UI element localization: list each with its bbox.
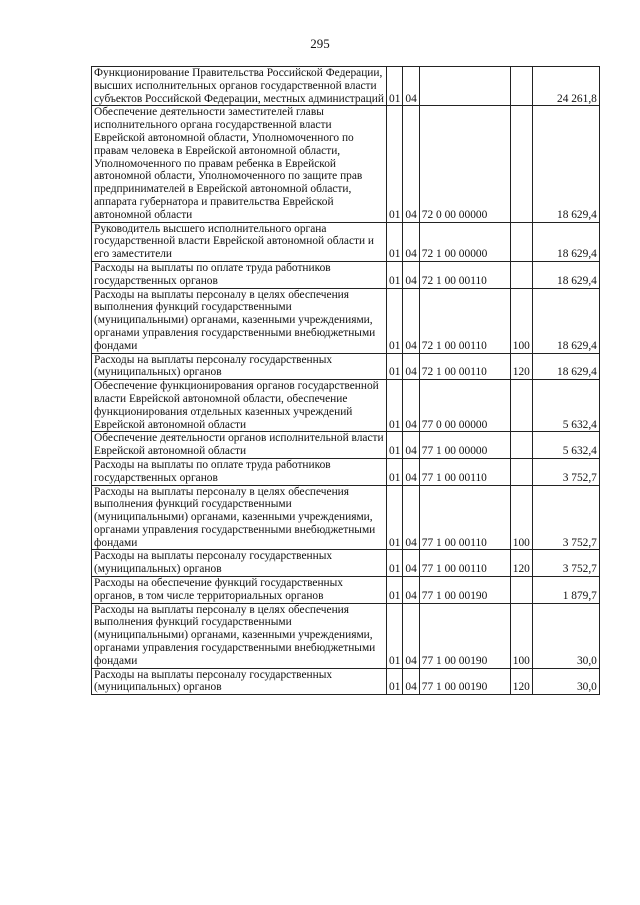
target-article-code: 72 1 00 00000	[419, 222, 510, 261]
subsection-code: 04	[403, 288, 419, 353]
table-row	[92, 577, 600, 604]
amount: 18 629,4	[532, 106, 599, 222]
target-article-code: 77 0 00 00000	[419, 380, 510, 432]
table-row	[92, 288, 600, 353]
expense-type-code	[510, 106, 532, 222]
expense-type-code: 120	[510, 668, 532, 695]
row-description: Обеспечение деятельности заместителей главы исполнительного органа государственной власти Еврейской автономной области, Уполномоченного по правам человека в Еврейской автономной области, Уполномоченного по правам ребенка в Еврейской автономной области, Уполномоченного по защите прав предпринимателей в Еврейской автономной области, аппарата губернатора и правительства Еврейской автономной области	[92, 106, 387, 222]
table-row	[92, 353, 600, 380]
section-code: 01	[387, 603, 403, 668]
subsection-code: 04	[403, 380, 419, 432]
table-row	[92, 458, 600, 485]
section-code: 01	[387, 222, 403, 261]
subsection-code: 04	[403, 353, 419, 380]
amount: 18 629,4	[532, 261, 599, 288]
target-article-code: 77 1 00 00190	[419, 603, 510, 668]
amount: 30,0	[532, 668, 599, 695]
row-description: Обеспечение деятельности органов исполнительной власти Еврейской автономной области	[92, 432, 387, 459]
table-row	[92, 222, 600, 261]
amount: 3 752,7	[532, 550, 599, 577]
section-code: 01	[387, 485, 403, 550]
subsection-code: 04	[403, 668, 419, 695]
section-code: 01	[387, 261, 403, 288]
target-article-code	[419, 67, 510, 106]
subsection-code: 04	[403, 222, 419, 261]
amount: 5 632,4	[532, 432, 599, 459]
expense-type-code: 100	[510, 485, 532, 550]
row-description: Расходы на выплаты по оплате труда работников государственных органов	[92, 261, 387, 288]
table-row	[92, 668, 600, 695]
table-row	[92, 485, 600, 550]
amount: 18 629,4	[532, 353, 599, 380]
target-article-code: 72 1 00 00110	[419, 353, 510, 380]
target-article-code: 72 1 00 00110	[419, 261, 510, 288]
expense-type-code	[510, 261, 532, 288]
section-code: 01	[387, 380, 403, 432]
subsection-code: 04	[403, 458, 419, 485]
table-row	[92, 380, 600, 432]
table-row	[92, 67, 600, 106]
row-description: Расходы на выплаты персоналу государственных (муниципальных) органов	[92, 353, 387, 380]
expense-type-code	[510, 458, 532, 485]
subsection-code: 04	[403, 577, 419, 604]
row-description: Расходы на выплаты персоналу в целях обеспечения выполнения функций государственными (муниципальными) органами, казенными учреждениями, органами управления государственными внебюджетными фондами	[92, 288, 387, 353]
amount: 18 629,4	[532, 288, 599, 353]
section-code: 01	[387, 106, 403, 222]
section-code: 01	[387, 432, 403, 459]
amount: 1 879,7	[532, 577, 599, 604]
section-code: 01	[387, 353, 403, 380]
target-article-code: 77 1 00 00000	[419, 432, 510, 459]
row-description: Расходы на выплаты персоналу в целях обеспечения выполнения функций государственными (муниципальными) органами, казенными учреждениями, органами управления государственными внебюджетными фондами	[92, 485, 387, 550]
expense-type-code: 100	[510, 288, 532, 353]
section-code: 01	[387, 458, 403, 485]
table-row	[92, 106, 600, 222]
section-code: 01	[387, 288, 403, 353]
table-row	[92, 550, 600, 577]
section-code: 01	[387, 577, 403, 604]
row-description: Расходы на обеспечение функций государственных органов, в том числе территориальных органов	[92, 577, 387, 604]
expense-type-code	[510, 577, 532, 604]
amount: 3 752,7	[532, 485, 599, 550]
amount: 5 632,4	[532, 380, 599, 432]
section-code: 01	[387, 550, 403, 577]
target-article-code: 77 1 00 00190	[419, 577, 510, 604]
row-description: Расходы на выплаты персоналу в целях обеспечения выполнения функций государственными (муниципальными) органами, казенными учреждениями, органами управления государственными внебюджетными фондами	[92, 603, 387, 668]
amount: 3 752,7	[532, 458, 599, 485]
target-article-code: 72 1 00 00110	[419, 288, 510, 353]
page-number: 295	[310, 36, 330, 51]
amount: 30,0	[532, 603, 599, 668]
expense-type-code: 120	[510, 353, 532, 380]
budget-table-body	[92, 67, 600, 695]
subsection-code: 04	[403, 603, 419, 668]
expense-type-code	[510, 432, 532, 459]
subsection-code: 04	[403, 485, 419, 550]
target-article-code: 77 1 00 00190	[419, 668, 510, 695]
subsection-code: 04	[403, 261, 419, 288]
expense-type-code: 100	[510, 603, 532, 668]
target-article-code: 77 1 00 00110	[419, 550, 510, 577]
table-row	[92, 432, 600, 459]
target-article-code: 72 0 00 00000	[419, 106, 510, 222]
expense-type-code	[510, 222, 532, 261]
expense-type-code: 120	[510, 550, 532, 577]
row-description: Функционирование Правительства Российской Федерации, высших исполнительных органов государственной власти субъектов Российской Федерации, местных администраций	[92, 67, 387, 106]
amount: 24 261,8	[532, 67, 599, 106]
amount: 18 629,4	[532, 222, 599, 261]
row-description: Расходы на выплаты персоналу государственных (муниципальных) органов	[92, 668, 387, 695]
budget-table	[91, 66, 600, 695]
subsection-code: 04	[403, 67, 419, 106]
row-description: Расходы на выплаты по оплате труда работников государственных органов	[92, 458, 387, 485]
table-row	[92, 261, 600, 288]
subsection-code: 04	[403, 550, 419, 577]
expense-type-code	[510, 380, 532, 432]
subsection-code: 04	[403, 432, 419, 459]
subsection-code: 04	[403, 106, 419, 222]
target-article-code: 77 1 00 00110	[419, 485, 510, 550]
section-code: 01	[387, 668, 403, 695]
table-row	[92, 603, 600, 668]
row-description: Руководитель высшего исполнительного органа государственной власти Еврейской автономной области и его заместители	[92, 222, 387, 261]
section-code: 01	[387, 67, 403, 106]
target-article-code: 77 1 00 00110	[419, 458, 510, 485]
row-description: Расходы на выплаты персоналу государственных (муниципальных) органов	[92, 550, 387, 577]
row-description: Обеспечение функционирования органов государственной власти Еврейской автономной области, обеспечение функционирования отдельных казенных учреждений Еврейской автономной области	[92, 380, 387, 432]
expense-type-code	[510, 67, 532, 106]
